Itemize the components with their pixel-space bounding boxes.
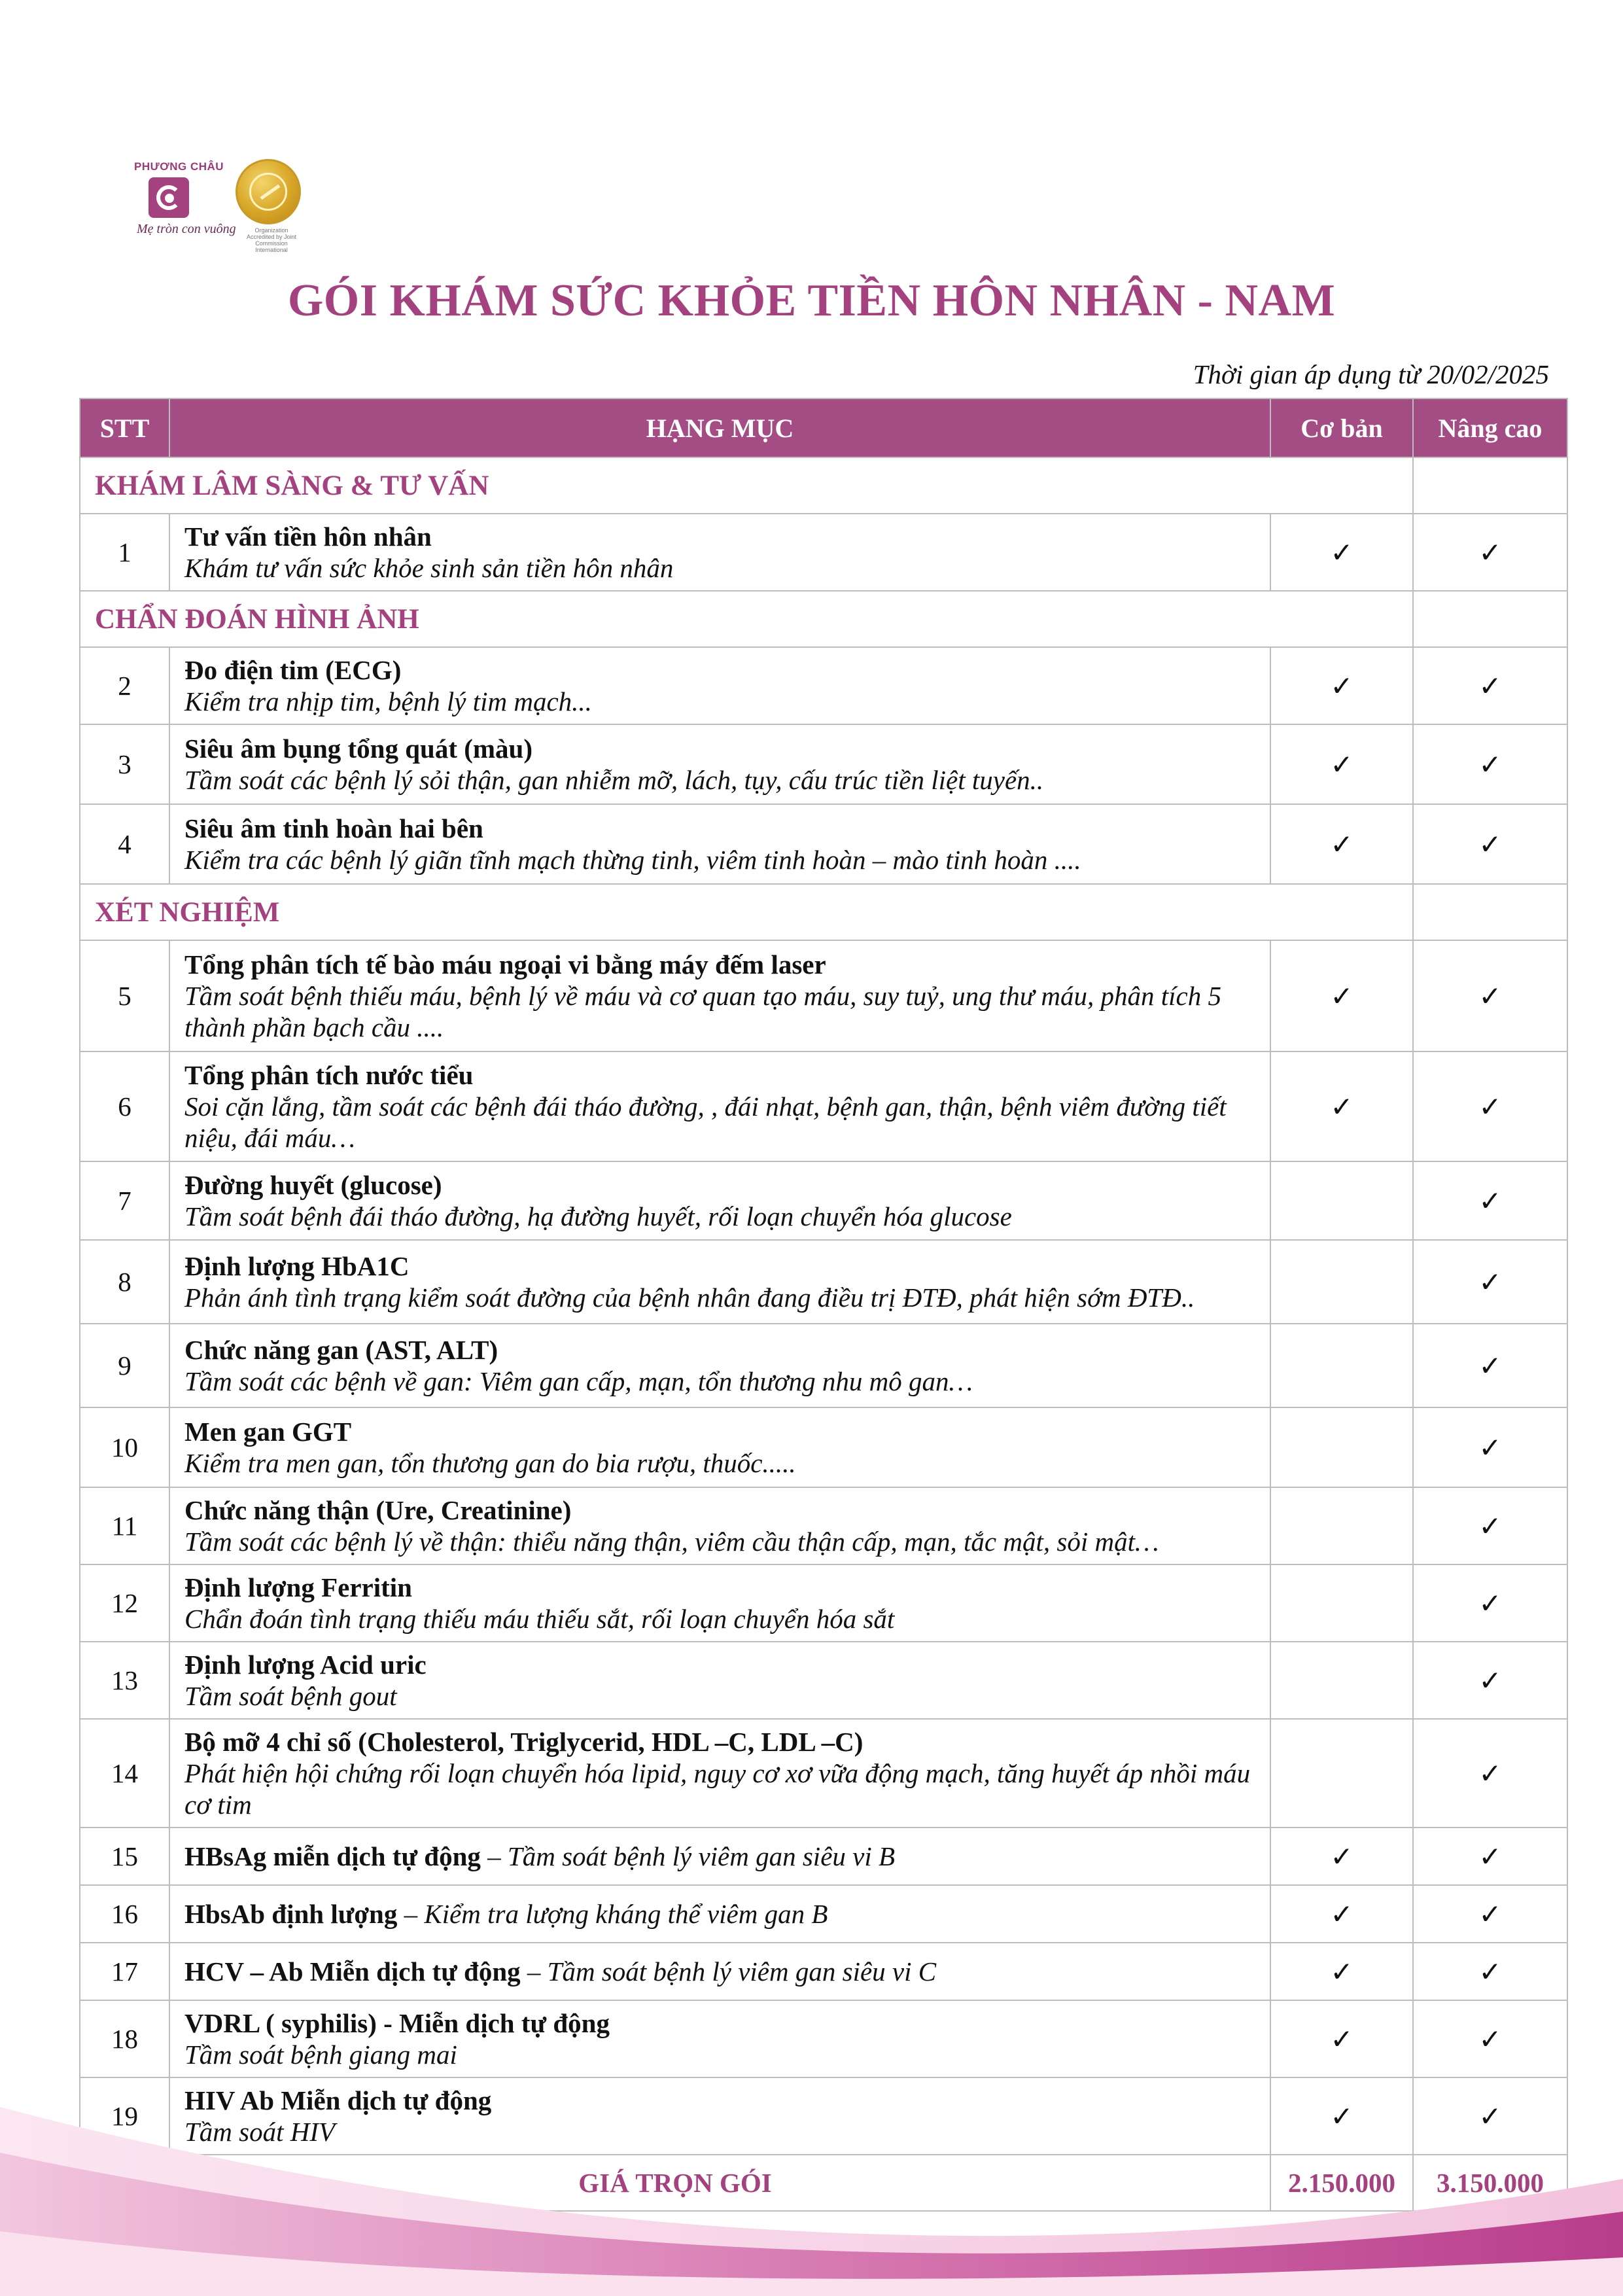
section-row bbox=[80, 884, 1567, 940]
row-item: HCV – Ab Miễn dịch tự động – Tầm soát bệnh lý viêm gan siêu vi C bbox=[169, 1943, 1270, 2000]
row-item bbox=[169, 804, 1270, 884]
table-row bbox=[80, 1161, 1567, 1240]
item-desc: Tầm soát bệnh lý viêm gan siêu vi C bbox=[547, 1956, 937, 1987]
item-desc: Tầm soát các bệnh lý sỏi thận, gan nhiễm mỡ, lách, tụy, cấu trúc tiền liệt tuyến.. bbox=[184, 765, 1044, 795]
item-name: Tổng phân tích tế bào máu ngoại vi bằng máy đếm laser bbox=[184, 949, 826, 980]
row-stt: 4 bbox=[80, 804, 169, 884]
table-row bbox=[80, 1051, 1567, 1161]
section-row bbox=[80, 591, 1567, 647]
item-desc: Kiểm tra các bệnh lý giãn tĩnh mạch thừng tinh, viêm tinh hoàn – mào tinh hoàn .... bbox=[184, 845, 1081, 875]
basic-check-icon bbox=[1270, 1324, 1413, 1407]
advanced-check-icon: ✓ bbox=[1413, 1407, 1567, 1487]
advanced-check-icon: ✓ bbox=[1413, 1943, 1567, 2000]
row-item bbox=[169, 2000, 1270, 2077]
item-name: Chức năng gan (AST, ALT) bbox=[184, 1335, 498, 1365]
table-body bbox=[80, 457, 1567, 2211]
item-name: Định lượng HbA1C bbox=[184, 1251, 410, 1281]
item-name: Chức năng thận (Ure, Creatinine) bbox=[184, 1495, 572, 1525]
basic-check-icon: ✓ bbox=[1270, 940, 1413, 1051]
item-desc: Tầm soát các bệnh lý về thận: thiểu năng thận, viêm cầu thận cấp, mạn, tắc mật, sỏi mật… bbox=[184, 1527, 1159, 1557]
item-desc: Tầm soát HIV bbox=[184, 2117, 336, 2147]
section-title: KHÁM LÂM SÀNG & TƯ VẤN bbox=[80, 457, 1413, 514]
item-desc: Kiểm tra nhịp tim, bệnh lý tim mạch... bbox=[184, 686, 592, 716]
col-stt: STT bbox=[80, 398, 169, 457]
advanced-check-icon: ✓ bbox=[1413, 1324, 1567, 1407]
row-item: HbsAb định lượng – Kiểm tra lượng kháng thể viêm gan B bbox=[169, 1885, 1270, 1943]
decorative-wave bbox=[0, 2081, 1623, 2296]
table-row bbox=[80, 724, 1567, 804]
row-stt: 13 bbox=[80, 1642, 169, 1719]
basic-check-icon bbox=[1270, 1719, 1413, 1828]
row-stt: 10 bbox=[80, 1407, 169, 1487]
row-stt: 2 bbox=[80, 647, 169, 724]
row-item bbox=[169, 1240, 1270, 1324]
item-desc: Kiểm tra lượng kháng thể viêm gan B bbox=[424, 1899, 828, 1929]
basic-check-icon: ✓ bbox=[1270, 647, 1413, 724]
row-item bbox=[169, 1642, 1270, 1719]
item-name: Định lượng Acid uric bbox=[184, 1650, 427, 1680]
basic-check-icon bbox=[1270, 1240, 1413, 1324]
row-item bbox=[169, 940, 1270, 1051]
basic-check-icon: ✓ bbox=[1270, 724, 1413, 804]
item-name: Tư vấn tiền hôn nhân bbox=[184, 521, 432, 552]
row-stt: 8 bbox=[80, 1240, 169, 1324]
advanced-check-icon: ✓ bbox=[1413, 2000, 1567, 2077]
row-stt: 14 bbox=[80, 1719, 169, 1828]
row-item bbox=[169, 647, 1270, 724]
item-desc: Tầm soát bệnh thiếu máu, bệnh lý về máu và cơ quan tạo máu, suy tuỷ, ung thư máu, phân tích 5 thành phần bạch cầu .... bbox=[184, 981, 1221, 1042]
row-item bbox=[169, 1564, 1270, 1642]
row-item bbox=[169, 1051, 1270, 1161]
item-desc: Soi cặn lắng, tầm soát các bệnh đái tháo đường, , đái nhạt, bệnh gan, thận, bệnh viêm đường tiết niệu, đái máu… bbox=[184, 1091, 1227, 1153]
package-table bbox=[79, 398, 1568, 2212]
table-row bbox=[80, 1324, 1567, 1407]
row-stt: 5 bbox=[80, 940, 169, 1051]
advanced-check-icon: ✓ bbox=[1413, 940, 1567, 1051]
row-stt: 18 bbox=[80, 2000, 169, 2077]
advanced-check-icon: ✓ bbox=[1413, 804, 1567, 884]
row-item bbox=[169, 1407, 1270, 1487]
applied-date: Thời gian áp dụng từ 20/02/2025 bbox=[1193, 359, 1549, 389]
table-row bbox=[80, 2000, 1567, 2077]
row-item bbox=[169, 1324, 1270, 1407]
accreditation-seal-icon bbox=[236, 159, 301, 224]
total-label: GIÁ TRỌN GÓI bbox=[80, 2155, 1270, 2211]
section-title: CHẨN ĐOÁN HÌNH ẢNH bbox=[80, 591, 1413, 647]
item-name: Siêu âm tinh hoàn hai bên bbox=[184, 813, 483, 843]
basic-check-icon: ✓ bbox=[1270, 2000, 1413, 2077]
row-item bbox=[169, 514, 1270, 591]
item-name: HCV – Ab Miễn dịch tự động bbox=[184, 1956, 521, 1987]
row-item bbox=[169, 1161, 1270, 1240]
item-name: HIV Ab Miễn dịch tự động bbox=[184, 2085, 492, 2115]
col-advanced: Nâng cao bbox=[1413, 398, 1567, 457]
item-desc: Chẩn đoán tình trạng thiếu máu thiếu sắt, rối loạn chuyển hóa sắt bbox=[184, 1604, 895, 1634]
item-desc: Kiểm tra men gan, tổn thương gan do bia rượu, thuốc..... bbox=[184, 1448, 796, 1478]
row-stt: 12 bbox=[80, 1564, 169, 1642]
table-row bbox=[80, 1487, 1567, 1564]
row-stt: 17 bbox=[80, 1943, 169, 2000]
basic-check-icon: ✓ bbox=[1270, 514, 1413, 591]
basic-price: 2.150.000 bbox=[1270, 2155, 1413, 2211]
table-row bbox=[80, 1719, 1567, 1828]
basic-check-icon: ✓ bbox=[1270, 1943, 1413, 2000]
advanced-check-icon: ✓ bbox=[1413, 647, 1567, 724]
advanced-check-icon: ✓ bbox=[1413, 1161, 1567, 1240]
item-name: Đo điện tim (ECG) bbox=[184, 655, 402, 685]
item-name: Tổng phân tích nước tiểu bbox=[184, 1060, 474, 1090]
seal-caption: Organization Accredited by Joint Commission International bbox=[246, 227, 297, 253]
advanced-check-icon: ✓ bbox=[1413, 1051, 1567, 1161]
col-basic: Cơ bản bbox=[1270, 398, 1413, 457]
table-row bbox=[80, 940, 1567, 1051]
row-stt: 11 bbox=[80, 1487, 169, 1564]
item-desc: Tầm soát bệnh lý viêm gan siêu vi B bbox=[507, 1841, 896, 1871]
row-item bbox=[169, 1719, 1270, 1828]
section-row bbox=[80, 457, 1567, 514]
row-stt: 3 bbox=[80, 724, 169, 804]
basic-check-icon: ✓ bbox=[1270, 1885, 1413, 1943]
basic-check-icon: ✓ bbox=[1270, 1051, 1413, 1161]
item-name: Định lượng Ferritin bbox=[184, 1572, 412, 1602]
advanced-check-icon: ✓ bbox=[1413, 1719, 1567, 1828]
row-stt: 7 bbox=[80, 1161, 169, 1240]
item-name: Men gan GGT bbox=[184, 1417, 352, 1447]
item-desc: Tầm soát bệnh gout bbox=[184, 1681, 397, 1711]
advanced-check-icon: ✓ bbox=[1413, 1828, 1567, 1885]
advanced-check-icon: ✓ bbox=[1413, 1487, 1567, 1564]
item-name: Siêu âm bụng tổng quát (màu) bbox=[184, 733, 532, 764]
table-header bbox=[80, 398, 1567, 457]
row-item bbox=[169, 1487, 1270, 1564]
basic-check-icon: ✓ bbox=[1270, 2077, 1413, 2155]
advanced-check-icon: ✓ bbox=[1413, 724, 1567, 804]
row-item bbox=[169, 724, 1270, 804]
table-row bbox=[80, 1642, 1567, 1719]
advanced-check-icon: ✓ bbox=[1413, 2077, 1567, 2155]
table-row bbox=[80, 1407, 1567, 1487]
advanced-price: 3.150.000 bbox=[1413, 2155, 1567, 2211]
basic-check-icon bbox=[1270, 1564, 1413, 1642]
item-desc: Tầm soát bệnh đái tháo đường, hạ đường huyết, rối loạn chuyển hóa glucose bbox=[184, 1201, 1012, 1231]
advanced-check-icon: ✓ bbox=[1413, 514, 1567, 591]
item-desc: Tầm soát bệnh giang mai bbox=[184, 2040, 457, 2070]
row-stt: 15 bbox=[80, 1828, 169, 1885]
item-name: HbsAb định lượng bbox=[184, 1899, 398, 1929]
table-row bbox=[80, 1564, 1567, 1642]
brand-name: PHƯƠNG CHÂU bbox=[134, 160, 224, 173]
table-row bbox=[80, 514, 1567, 591]
row-stt: 16 bbox=[80, 1885, 169, 1943]
item-name: HBsAg miễn dịch tự động bbox=[184, 1841, 481, 1871]
item-desc: Tầm soát các bệnh về gan: Viêm gan cấp, mạn, tổn thương nhu mô gan… bbox=[184, 1366, 973, 1396]
item-desc: Phản ánh tình trạng kiểm soát đường của bệnh nhân đang điều trị ĐTĐ, phát hiện sớm ĐTĐ.. bbox=[184, 1282, 1195, 1313]
basic-check-icon: ✓ bbox=[1270, 1828, 1413, 1885]
col-item: HẠNG MỤC bbox=[169, 398, 1270, 457]
table-row bbox=[80, 1828, 1567, 1885]
row-stt: 9 bbox=[80, 1324, 169, 1407]
table-row bbox=[80, 1240, 1567, 1324]
table-row bbox=[80, 647, 1567, 724]
advanced-check-icon: ✓ bbox=[1413, 1885, 1567, 1943]
advanced-check-icon: ✓ bbox=[1413, 1642, 1567, 1719]
advanced-check-icon: ✓ bbox=[1413, 1564, 1567, 1642]
item-name: VDRL ( syphilis) - Miễn dịch tự động bbox=[184, 2008, 610, 2038]
table-row bbox=[80, 1885, 1567, 1943]
brand-slogan: Mẹ tròn con vuông bbox=[137, 222, 236, 236]
row-stt: 1 bbox=[80, 514, 169, 591]
section-title: XÉT NGHIỆM bbox=[80, 884, 1413, 940]
item-name: Bộ mỡ 4 chỉ số (Cholesterol, Triglycerid, HDL –C, LDL –C) bbox=[184, 1727, 864, 1757]
row-stt: 6 bbox=[80, 1051, 169, 1161]
advanced-check-icon: ✓ bbox=[1413, 1240, 1567, 1324]
basic-check-icon bbox=[1270, 1487, 1413, 1564]
table-row bbox=[80, 1943, 1567, 2000]
basic-check-icon bbox=[1270, 1407, 1413, 1487]
page-title: GÓI KHÁM SỨC KHỎE TIỀN HÔN NHÂN - NAM bbox=[287, 275, 1336, 326]
basic-check-icon bbox=[1270, 1642, 1413, 1719]
row-stt: 19 bbox=[80, 2077, 169, 2155]
item-desc: Phát hiện hội chứng rối loạn chuyển hóa lipid, nguy cơ xơ vữa động mạch, tăng huyết áp nhồi máu cơ tim bbox=[184, 1758, 1251, 1820]
basic-check-icon: ✓ bbox=[1270, 804, 1413, 884]
item-name: Đường huyết (glucose) bbox=[184, 1170, 442, 1200]
brand-logo-icon bbox=[148, 177, 189, 218]
logo-area bbox=[128, 154, 314, 252]
row-item: HBsAg miễn dịch tự động – Tầm soát bệnh lý viêm gan siêu vi B bbox=[169, 1828, 1270, 1885]
table-row bbox=[80, 804, 1567, 884]
basic-check-icon bbox=[1270, 1161, 1413, 1240]
item-desc: Khám tư vấn sức khỏe sinh sản tiền hôn nhân bbox=[184, 553, 674, 583]
